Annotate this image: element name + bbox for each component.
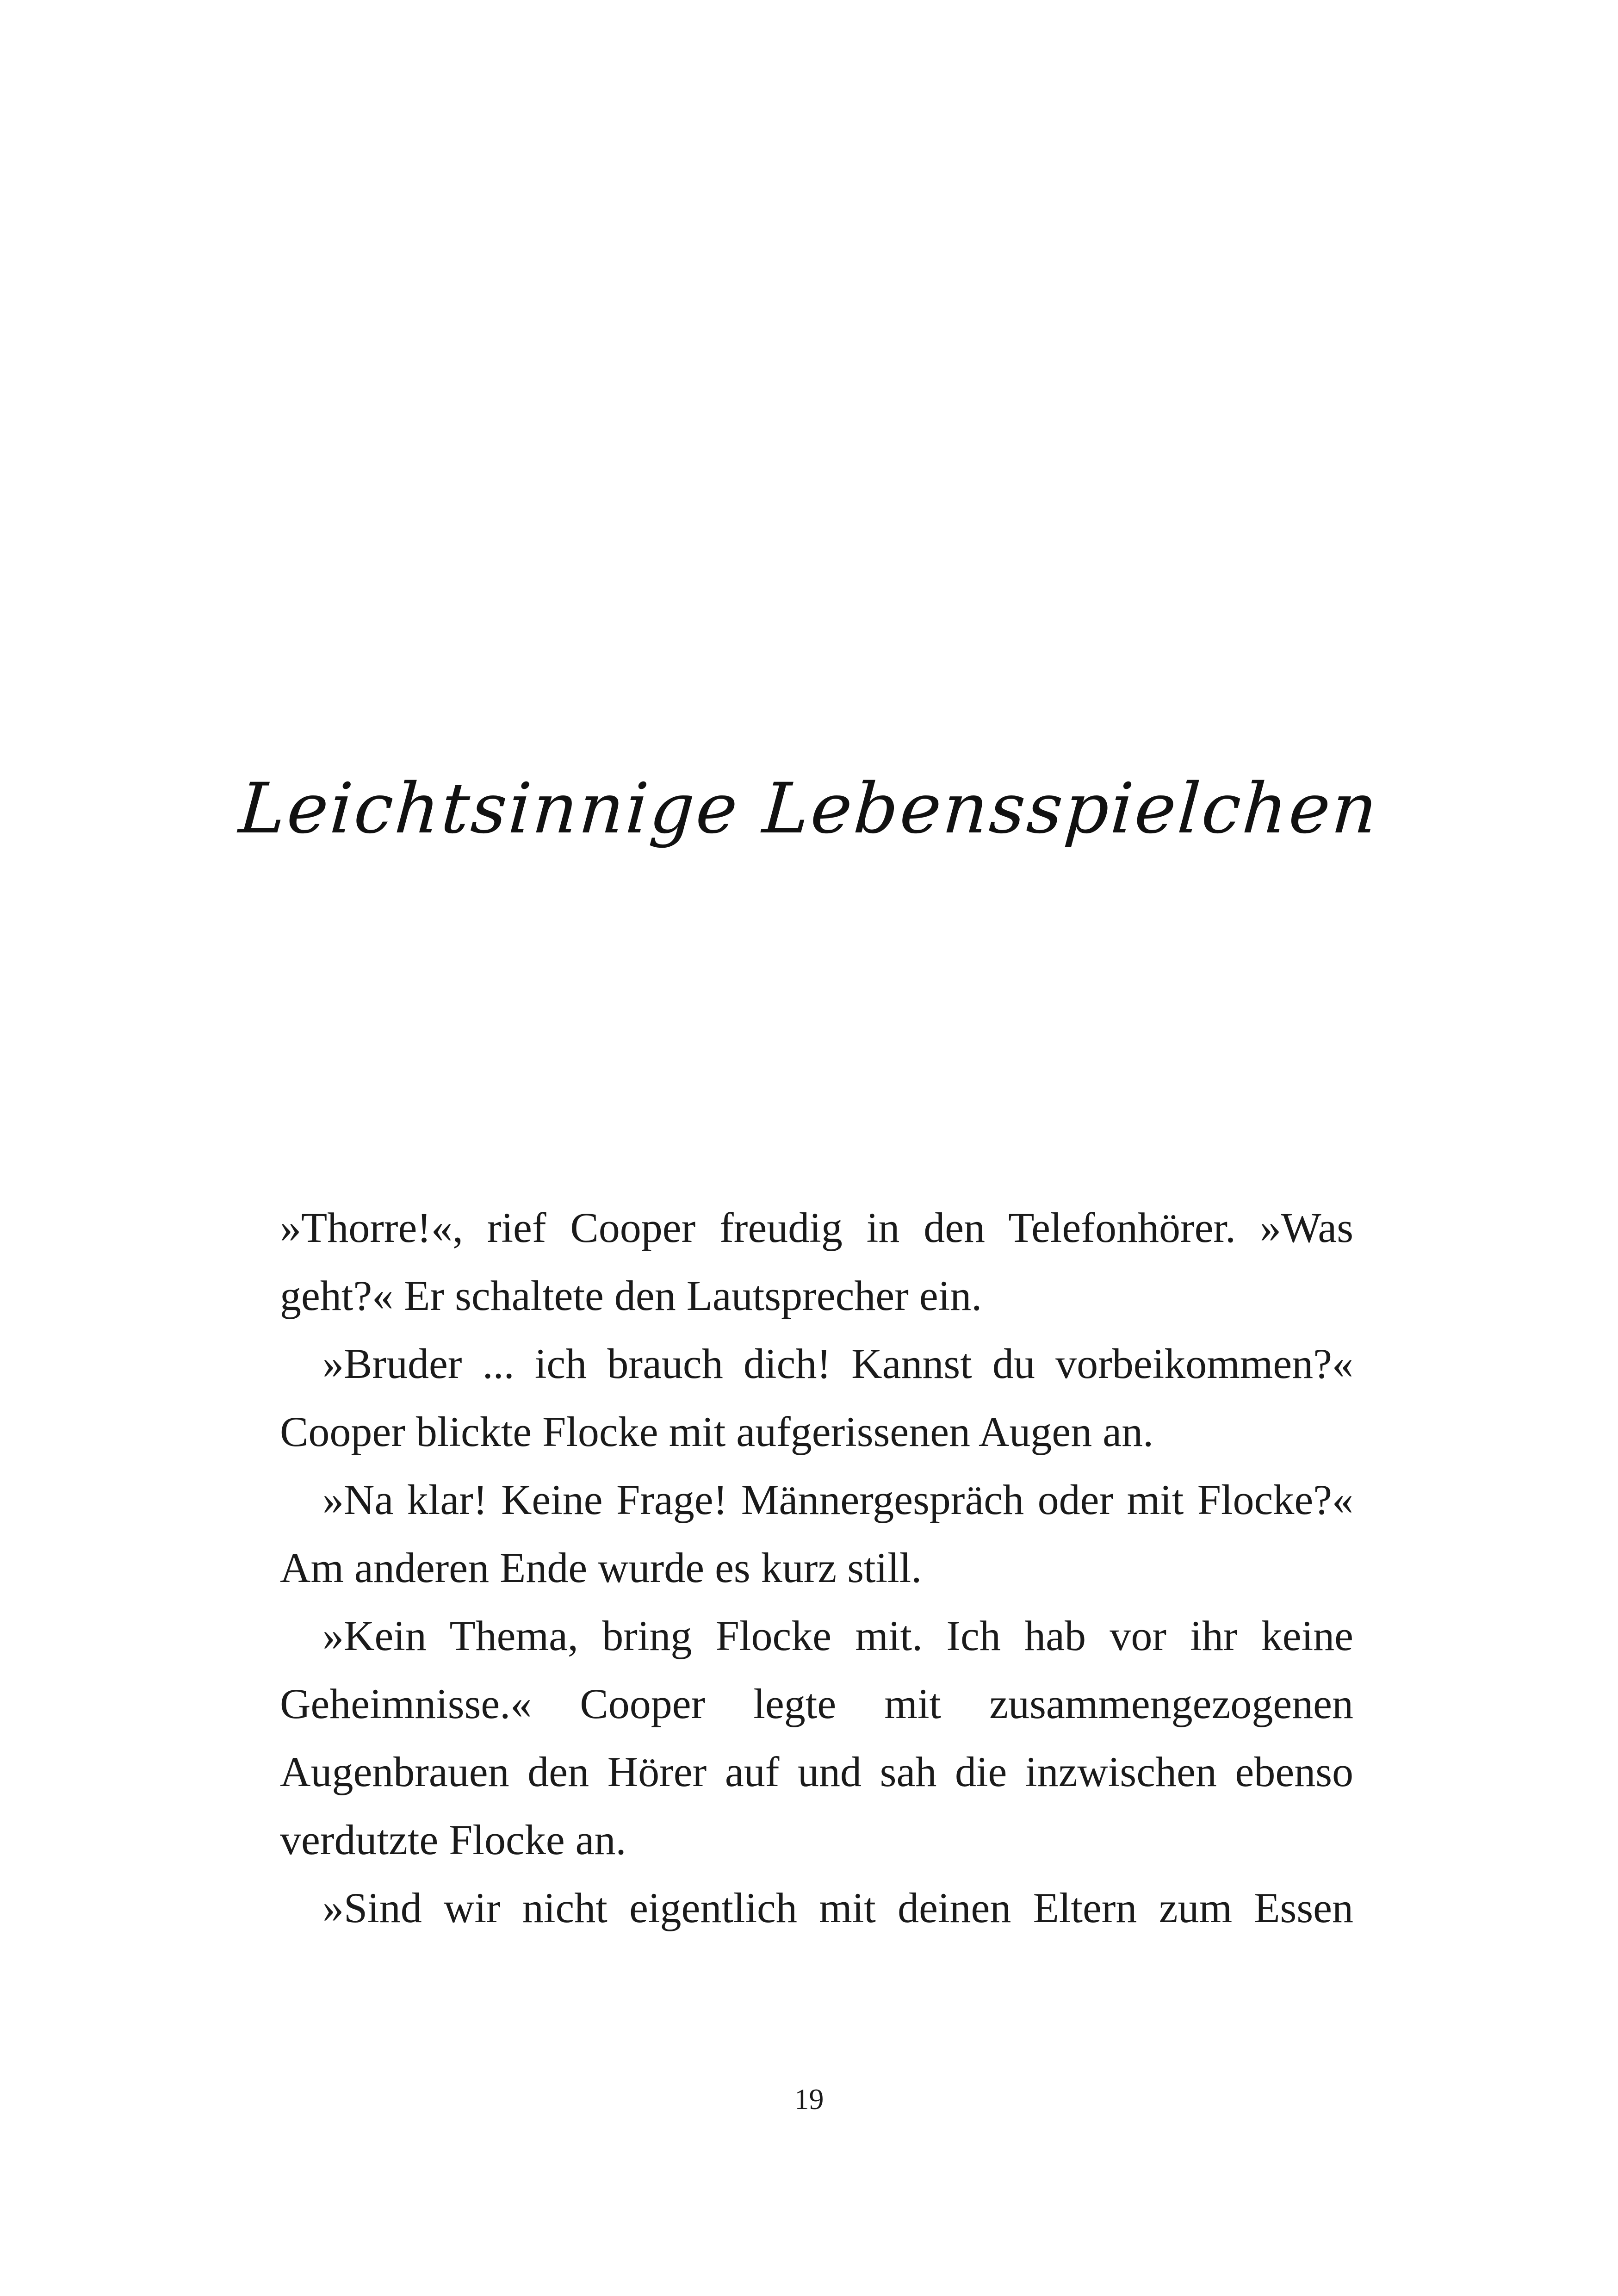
paragraph-4: »Kein Thema, bring Flocke mit. Ich hab vor ihr keine Geheimnisse.« Cooper legte mit zusammengezogenen Augenbrauen den Hörer auf und sah die inzwischen ebenso verdutzte Flocke an. bbox=[280, 1612, 1353, 1863]
paragraph-3: »Na klar! Keine Frage! Männergespräch oder mit Flocke?« Am anderen Ende wurde es kurz still. bbox=[280, 1476, 1353, 1591]
body-text bbox=[280, 1194, 1353, 1942]
chapter-title: Leichtsinnige Lebensspielchen bbox=[236, 768, 1382, 849]
paragraph-1: »Thorre!«, rief Cooper freudig in den Telefonhörer. »Was geht?« Er schaltete den Lautsprecher ein. bbox=[280, 1204, 1353, 1319]
paragraph-5: »Sind wir nicht eigentlich mit deinen Eltern zum Essen bbox=[322, 1884, 1353, 1931]
paragraph-2: »Bruder ... ich brauch dich! Kannst du vorbeikommen?« Cooper blickte Flocke mit aufgerissenen Augen an. bbox=[280, 1340, 1353, 1455]
page-number: 19 bbox=[794, 2083, 824, 2116]
